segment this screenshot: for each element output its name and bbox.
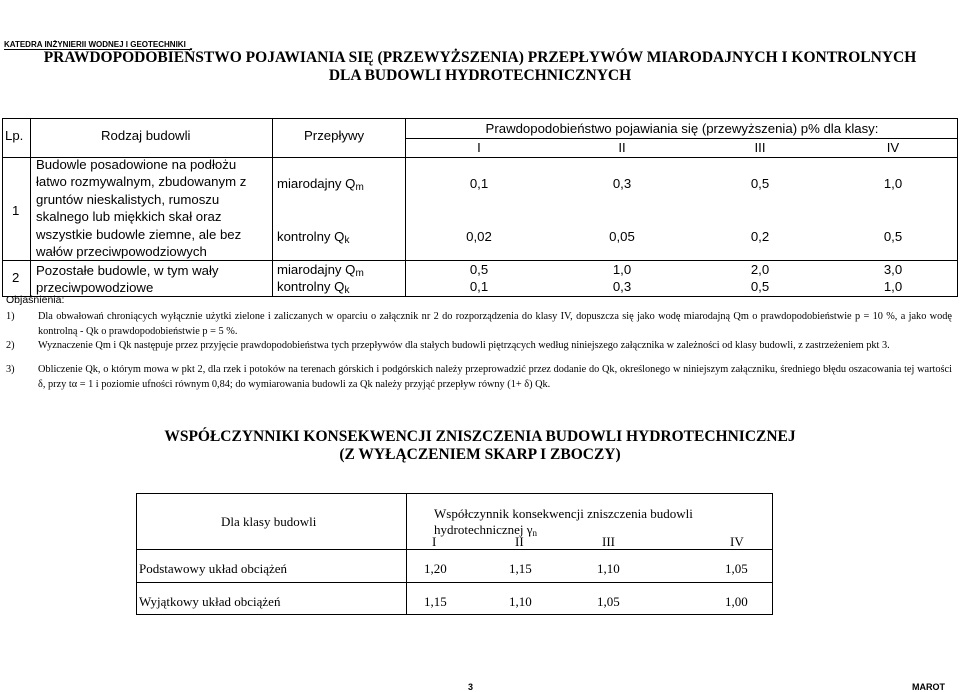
col-class-header: Dla klasy budowli — [221, 514, 317, 529]
table-divider — [137, 582, 772, 583]
table-divider — [272, 119, 273, 296]
class-header: IV — [730, 534, 744, 549]
page-title-line-2: DLA BUDOWLI HYDROTECHNICZNYCH — [328, 67, 632, 84]
class-header: III — [754, 140, 766, 155]
flow-label: kontrolny $Q_k$ — [277, 229, 350, 246]
value-cell: 0,3 — [612, 279, 632, 294]
value-cell: 1,00 — [725, 594, 748, 609]
note-item: 2) Wyznaczenie Qm i Qk następuje przez przyjęcie prawdopodobieństwa tych przepływów dla stałych budowli piętrzących według niniejszego załącznika w zależności od klasy budowli, z zastrzeżeniem pkt 3. — [6, 340, 890, 351]
value-cell: 1,05 — [597, 594, 620, 609]
structure-type: Pozostałe budowle, w tym wały przeciwpowodziowe — [36, 263, 219, 295]
class-header: I — [432, 534, 437, 549]
value-cell: 1,05 — [725, 561, 748, 576]
value-cell: 1,0 — [612, 262, 632, 277]
probability-table — [2, 118, 958, 297]
value-cell: 1,15 — [424, 594, 447, 609]
page-title-line-1: PRAWDOPODOBIEŃSTWO POJAWIANIA SIĘ (PRZEWYŻSZENIA) PRZEPŁYWÓW MIARODAJNYCH I KONTROLNYCH — [43, 49, 917, 66]
col-flow-header: Przepływy — [304, 128, 365, 143]
flow-label: miarodajny $Q_m$ — [277, 262, 364, 279]
note-item: 1) Dla obwałowań chroniących wyłącznie użytki zielone i zaliczanych w oparciu o załącznik nr 2 do rozporządzenia do klasy IV, dopuszcza się jako wodę miarodajną Qm o prawdopodobieństwie p = 10 %, a jako wodę kontrolną - Qk o prawdopodobieństwie p = 5 %. — [6, 311, 952, 337]
value-cell: 0,02 — [466, 229, 492, 244]
class-header: IV — [886, 140, 900, 155]
value-cell: 2,0 — [750, 262, 770, 277]
notes-heading: Objaśnienia: — [6, 294, 65, 306]
table-divider — [137, 549, 772, 550]
value-cell: 1,15 — [509, 561, 532, 576]
value-cell: 0,5 — [750, 279, 770, 294]
structure-type: Budowle posadowione na podłożu łatwo rozmywalnym, zbudowanym z gruntów nieskalistych, rumoszu skalnego lub miękkich skał oraz wszystkie budowle ziemne, ale bez wałów przeciwpowodziowych — [36, 157, 247, 260]
flow-label: miarodajny $Q_m$ — [277, 176, 364, 193]
section-title-line-1: WSPÓŁCZYNNIKI KONSEKWENCJI ZNISZCZENIA BUDOWLI HYDROTECHNICZNEJ — [164, 428, 796, 445]
class-header: II — [515, 534, 524, 549]
value-cell: 0,2 — [750, 229, 770, 244]
section-title-line-2: (Z WYŁĄCZENIEM SKARP I ZBOCZY) — [339, 446, 621, 463]
value-cell: 1,20 — [424, 561, 447, 576]
class-header: III — [602, 534, 615, 549]
class-header: II — [618, 140, 626, 155]
col-type-header: Rodzaj budowli — [101, 128, 191, 143]
load-case-label: Podstawowy układ obciążeń — [139, 561, 288, 576]
value-cell: 0,1 — [469, 279, 489, 294]
value-cell: 0,05 — [609, 229, 635, 244]
value-cell: 3,0 — [883, 262, 903, 277]
value-cell: 1,0 — [883, 279, 903, 294]
table-divider — [405, 138, 957, 139]
brand-logo: MAROT — [912, 682, 945, 692]
value-cell: 1,0 — [883, 176, 903, 191]
load-case-label: Wyjątkowy układ obciążeń — [139, 594, 281, 609]
coefficient-table — [136, 493, 773, 615]
class-header: I — [477, 140, 481, 155]
value-cell: 1,10 — [597, 561, 620, 576]
value-cell: 0,5 — [469, 262, 489, 277]
value-cell: 0,5 — [750, 176, 770, 191]
table-divider — [30, 119, 31, 296]
row-number: 1 — [12, 203, 20, 218]
value-cell: 0,1 — [469, 176, 489, 191]
col-lp-header: Lp. — [5, 128, 24, 143]
department-label: KATEDRA INŻYNIERII WODNEJ I GEOTECHNIKI — [4, 40, 186, 49]
col-prob-header: Prawdopodobieństwo pojawiania się (przewyższenia) p% dla klasy: — [485, 121, 879, 136]
row-number: 2 — [12, 270, 20, 285]
note-item: 3) Obliczenie Qk, o którym mowa w pkt 2, dla rzek i potoków na terenach górskich i podgórskich należy przeprowadzić przez dodanie do Qk, określonego w niniejszym załączniku, średniego błędu oszacowania tej wartości δ, przy tα = 1 i poziomie ufności równym 0,84; do wymiarowania budowli za Qk należy przyjąć przepływ równy (1+ δ) Qk. — [6, 364, 952, 390]
value-cell: 0,3 — [612, 176, 632, 191]
col-coef-header: Współczynnik konsekwencji zniszczenia budowli hydrotechnicznej $\gamma_n$ — [434, 506, 693, 538]
table-divider — [406, 494, 407, 614]
value-cell: 1,10 — [509, 594, 532, 609]
page-number: 3 — [468, 682, 474, 692]
value-cell: 0,5 — [883, 229, 903, 244]
flow-label: kontrolny $Q_k$ — [277, 279, 350, 296]
